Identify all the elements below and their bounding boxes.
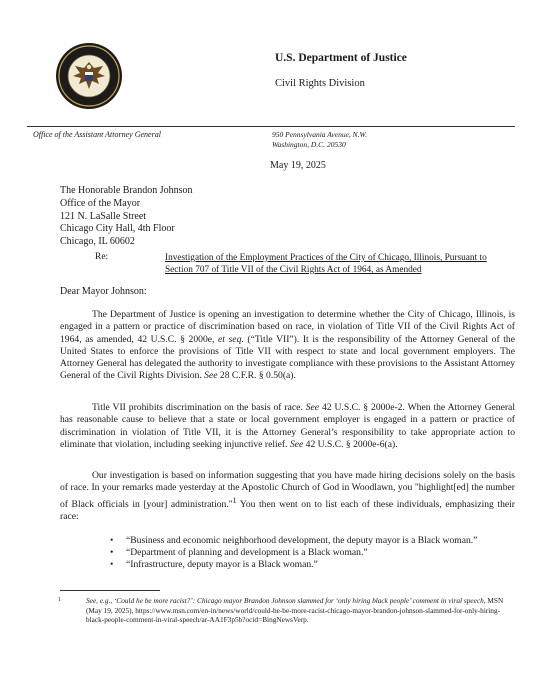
recipient-line: Chicago City Hall, 4th Floor	[60, 223, 175, 235]
division-name: Civil Rights Division	[275, 78, 365, 89]
paragraph-text: 28 C.F.R. § 0.50(a).	[217, 370, 296, 382]
address-line-1: 950 Pennsylvania Avenue, N.W.	[272, 130, 367, 139]
footnote-divider	[60, 590, 160, 591]
quote-list-item: • “Infrastructure, deputy mayor is a Black woman.”	[110, 559, 490, 571]
recipient-line: The Honorable Brandon Johnson	[60, 185, 193, 196]
recipient-line: 121 N. LaSalle Street	[60, 210, 147, 222]
footnote	[60, 596, 515, 625]
body-paragraph-1	[60, 309, 515, 383]
paragraph-italic: et seq	[218, 333, 242, 345]
quote-list-item: • “Business and economic neighborhood development, the deputy mayor is a Black woman.”	[110, 535, 490, 547]
office-address	[272, 130, 367, 150]
office-name: Office of the Assistant Attorney General	[33, 130, 161, 139]
agency-name: U.S. Department of Justice	[275, 52, 407, 64]
salutation: Dear Mayor Johnson:	[60, 286, 147, 297]
body-paragraph-3	[60, 470, 515, 523]
recipient-line: Office of the Mayor	[60, 197, 141, 209]
footnote-marker: 1	[58, 597, 61, 603]
footnote-italic: See, e.g., ‘Could he be more racist?’: Chicago mayor Brandon Johnson slammed for ‘only hiring black people’ comment in viral speech	[86, 596, 484, 605]
footnote-text: , MSN (May 19, 2025), https://www.msn.com/en-in/news/world/could-he-be-more-racist-chicago-mayor-brandon-johnson-slammed-for-only-hiring-black-people-comment-in-viral-speech/ar-AA1F3p5b?ocid=BingNewsVerp.	[86, 596, 504, 625]
paragraph-italic: See	[289, 438, 304, 450]
letter-date: May 19, 2025	[270, 160, 326, 171]
quote-list	[110, 535, 490, 571]
body-paragraph-2	[60, 402, 515, 451]
doj-seal-icon	[55, 42, 123, 110]
subject-text: Investigation of the Employment Practices of the City of Chicago, Illinois, Pursuant to Section 707 of Title VII of the Civil Rights Act of 1964, as Amended	[165, 253, 487, 275]
paragraph-text: Our investigation is based on information suggesting that you have made hiring decisions solely on the basis of race. In your remarks made yesterday at the Apostolic Church of God in Woodlawn, you "highlight[ed] the number of Black officials in [your] administration."	[60, 470, 515, 510]
paragraph-text: 42 U.S.C. § 2000e-6(a).	[303, 438, 398, 450]
footnote-reference: 1	[232, 495, 237, 505]
header-divider	[27, 126, 515, 127]
quote-list-item: • “Department of planning and development is a Black woman.”	[110, 547, 490, 559]
address-line-2: Washington, D.C. 20530	[272, 140, 346, 149]
subject-label: Re:	[95, 252, 109, 262]
paragraph-text: You then went on to list each of these individuals, emphasizing their race:	[60, 498, 515, 523]
paragraph-text: . (“Title VII”). It is the responsibility of the Attorney General of the United States to enforce the provisions of Title VII with respect to state and local government employers. The Attorney General has delegated the authority to investigate compliance with these provisions to the Assistant Attorney General of the Civil Rights Division.	[60, 333, 515, 382]
footnote-body	[60, 596, 515, 625]
recipient-address-block	[60, 185, 192, 249]
paragraph-italic: See	[305, 402, 320, 413]
paragraph-text: 42 U.S.C. § 2000e-2. When the Attorney General has reasonable cause to believe that a state or local government employer is engaged in a pattern or practice of discrimination in violation of Title VII, it is the Attorney General’s responsibility to take appropriate action to eliminate that violation, including seeking injunctive relief.	[60, 402, 515, 450]
paragraph-italic: See	[204, 370, 218, 382]
paragraph-text: Title VII prohibits discrimination on the basis of race.	[92, 402, 306, 413]
recipient-line: Chicago, IL 60602	[60, 236, 135, 248]
paragraph-text: The Department of Justice is opening an investigation to determine whether the City of Chicago, Illinois, is engaged in a pattern or practice of discrimination based on race, in violation of Title VII of the Civil Rights Act of 1964, as amended, 42 U.S.C. § 2000e,	[60, 309, 515, 345]
